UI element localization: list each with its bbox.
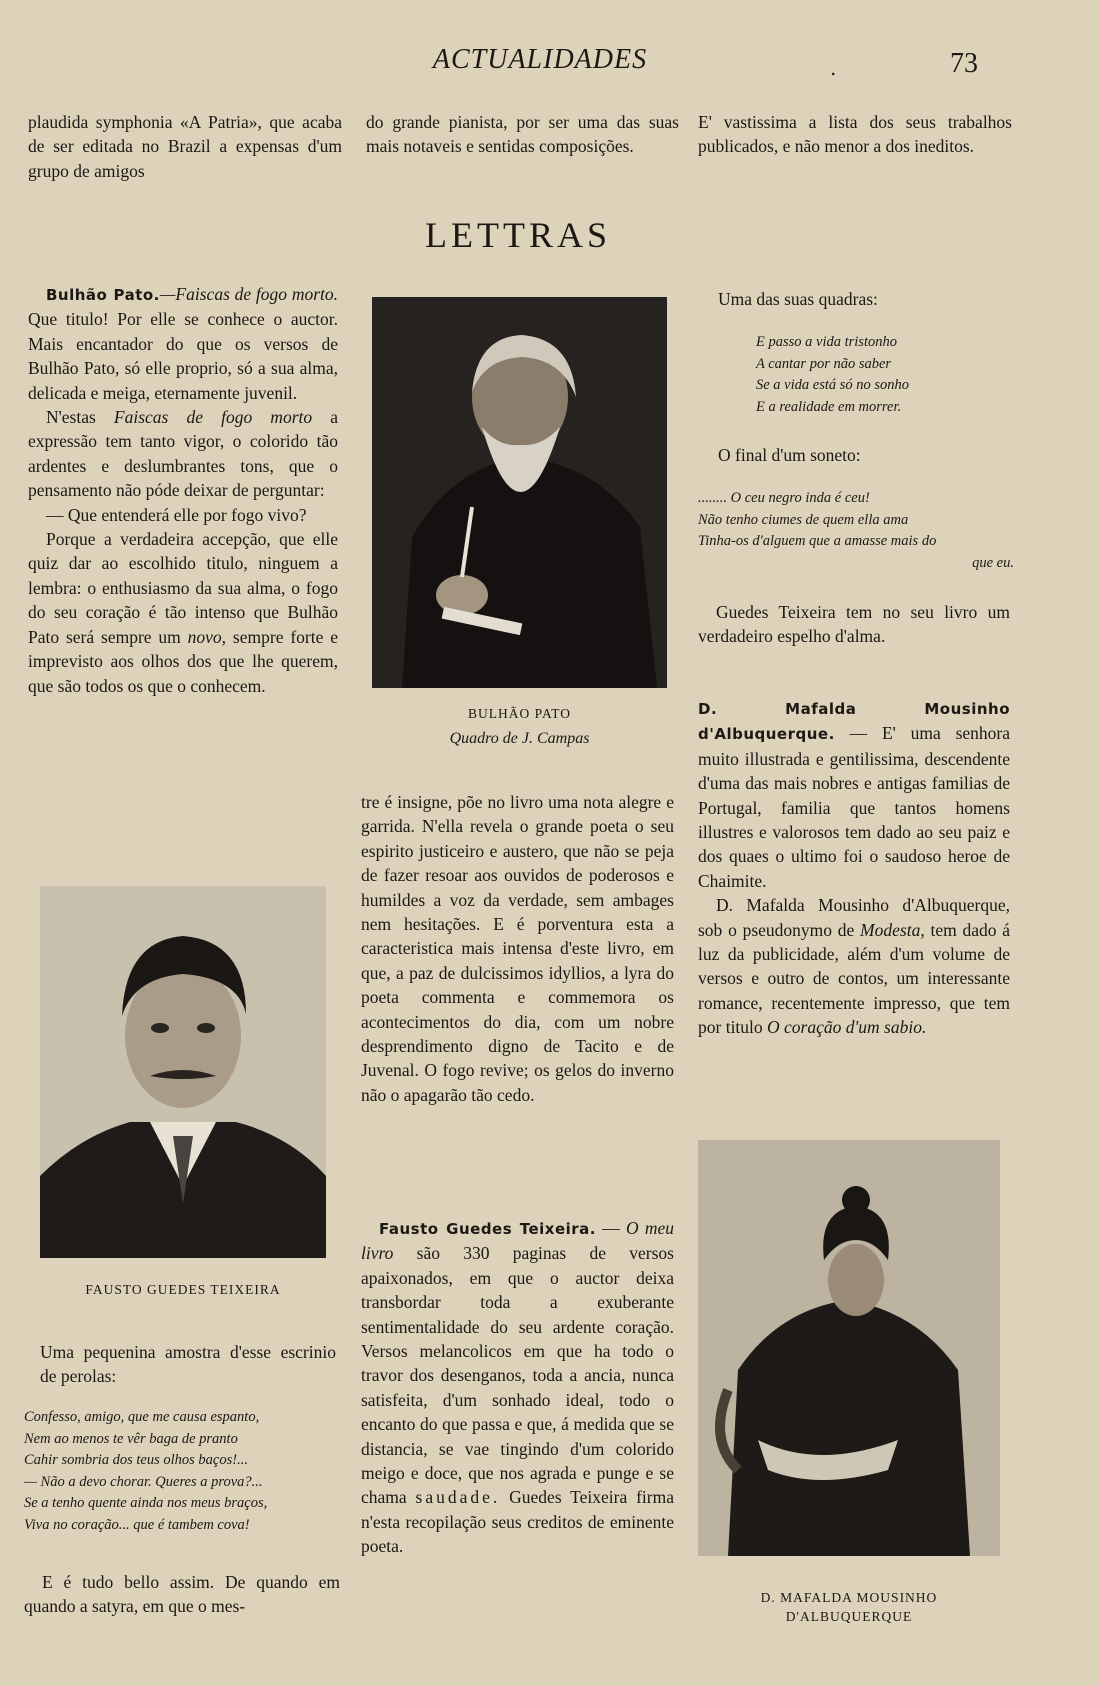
paragraph: — Que entenderá elle por fogo vivo?	[46, 504, 307, 525]
verse-line: Não tenho ciumes de quem ella ama	[698, 511, 909, 528]
paragraph	[28, 405, 338, 503]
header-dot: .	[830, 56, 837, 80]
mafalda-caption-line2: D'ALBUQUERQUE	[785, 1609, 913, 1624]
fausto-guedes-teixeira-photo	[40, 886, 326, 1258]
verse-line: que eu.	[972, 554, 1014, 571]
italic-word: novo,	[187, 626, 227, 647]
book-title: O meu livro	[361, 1218, 674, 1264]
verse-line: Tinha-os d'alguem que a amasse mais do	[698, 533, 937, 549]
quadra-verse	[756, 332, 1016, 418]
mafalda-paragraph	[698, 696, 1010, 893]
bulhao-pato-caption: BULHÃO PATO	[468, 706, 571, 721]
verse-line: — Não a devo chorar. Queres a prova?...	[24, 1473, 263, 1490]
col1-intro-verse: Uma pequenina amostra d'esse escrinio de perolas:	[40, 1342, 336, 1387]
pseudonym: Modesta,	[860, 919, 925, 940]
text-run: sempre forte e imprevisto aos olhos dos que lhe querem, que são todos os que o conhecem.	[28, 626, 338, 696]
fausto-verse	[24, 1407, 342, 1536]
verse-line: Se a tenho quente ainda nos meus braços,	[24, 1495, 268, 1511]
text-run: D. Mafalda Mousinho d'Albuquerque, sob o pseudonymo de	[698, 895, 1010, 940]
verse-line: A cantar por não saber	[756, 355, 892, 372]
verse-line: E passo a vida tristonho	[756, 334, 897, 350]
paragraph	[28, 527, 338, 698]
text-run: a expressão tem tanto vigor, o colorido tão ardentes e deslumbrantes tons, que o pensamento não póde deixar de perguntar:	[28, 407, 338, 501]
bulhao-pato-subcaption: Quadro de J. Campas	[449, 730, 590, 747]
top-text-col3: E' vastissima a lista dos seus trabalhos publicados, e não menor a dos ineditos.	[698, 112, 1012, 157]
bulhao-pato-book-title: —Faiscas de fogo morto.	[159, 284, 338, 304]
page-number: 73	[950, 48, 978, 79]
text-run: Porque a verdadeira accepção, que elle quiz dar ao escolhido titulo, ninguem a lembra: o enthusiasmo da sua alma, o fogo do seu coração é tão intenso que Bulhão Pato será sempre um	[28, 529, 338, 647]
text-run: N'estas	[46, 407, 114, 428]
col1-final-paragraph: E é tudo bello assim. De quando em quando a satyra, em que o mes-	[24, 1572, 340, 1617]
fausto-photo-caption: FAUSTO GUEDES TEIXEIRA	[85, 1282, 281, 1297]
mafalda-heading: D. Mafalda Mousinho d'Albuquerque.	[698, 700, 1010, 744]
paragraph	[698, 893, 1010, 1039]
bulhao-pato-heading: Bulhão Pato.	[46, 286, 160, 304]
verse-line: E a realidade em morrer.	[756, 398, 902, 415]
book-title: O coração d'um sabio.	[767, 1017, 927, 1038]
spaced-word: saudade.	[415, 1487, 501, 1508]
top-text-col2: do grande pianista, por ser uma das suas mais notaveis e sentidas composições.	[366, 112, 679, 157]
text-run: — E' uma senhora muito illustrada e gentilissima, descendente d'uma das mais nobres e antigas familias de Portugal, familia que tantos homens illustres e valorosos tem dado ao seu paiz e dos quaes o ultimo foi o saudoso heroe de Chaimite.	[698, 723, 1010, 891]
mafalda-photo	[698, 1140, 1000, 1556]
soneto-verse	[698, 488, 1014, 574]
col1-article	[28, 282, 338, 698]
book-title: Faiscas de fogo morto	[113, 407, 313, 428]
verse-line: Nem ao menos te vêr baga de pranto	[24, 1430, 238, 1447]
text-run: Guedes Teixeira firma n'esta recopilação seus creditos de eminente poeta.	[361, 1487, 674, 1557]
col3-paragraph-espelho: Guedes Teixeira tem no seu livro um verdadeiro espelho d'alma.	[698, 602, 1010, 647]
verse-line: ........ O ceu negro inda é ceu!	[698, 490, 870, 506]
col2-paragraph-1: tre é insigne, põe no livro uma nota alegre e garrida. N'ella revela o grande poeta o seu espirito justiceiro e austero, que não se peja de fazer resoar aos ouvidos de poderosos e humildes a voz da verdade, sem ambages nem hesitações. E é porventura esta a caracteristica mais intensa d'este livro, em que, a paz de dulcissimos idyllios, a lyra do poeta commenta e commemora os acontecimentos do dia, com um nobre desprendimento digno de Tacito e de Juvenal. O fogo revive; os gelos do inverno não o apagarão tão cedo.	[361, 792, 674, 1105]
text-run: —	[596, 1218, 626, 1238]
text-run: tem dado á luz da publicidade, além d'um volume de versos e outro de contos, um interessante romance, recentemente impresso, que tem por titulo	[698, 919, 1010, 1038]
col3-intro-quadra: Uma das suas quadras:	[718, 289, 878, 309]
mafalda-caption-line1: D. MAFALDA MOUSINHO	[760, 1590, 938, 1605]
fausto-heading: Fausto Guedes Teixeira.	[379, 1220, 596, 1238]
verse-line: Cahir sombria dos teus olhos baços!...	[24, 1452, 248, 1468]
text-run: são 330 paginas de versos apaixonados, em que o auctor deixa transbordar toda a exuberante sentimentalidade do seu ardente coração. Versos melancolicos em que ha todo o travor dos desenganos, toda a ancia, nunca satisfeita, d'um sonhado ideal, todo o encanto do que passa e que, á medida que se distancia, se vae tingindo d'um colorido meigo e doce, que nos agrada e punge e se chama	[361, 1243, 674, 1508]
bulhao-pato-paragraph	[28, 282, 338, 405]
bulhao-pato-portrait	[372, 297, 667, 688]
section-title: LETTRAS	[425, 215, 611, 255]
verse-line: Confesso, amigo, que me causa espanto,	[24, 1409, 260, 1425]
text-run: Que titulo! Por elle se conhece o auctor. Mais encantador do que os versos de Bulhão Pato, só elle proprio, só a sua alma, delicada e meiga, eternamente juvenil.	[28, 309, 338, 403]
verse-line: Viva no coração... que é tambem cova!	[24, 1516, 250, 1533]
col3-intro-soneto: O final d'um soneto:	[718, 445, 861, 465]
top-text-col1: plaudida symphonia «A Patria», que acaba de ser editada no Brazil a expensas d'um grupo de amigos	[28, 112, 342, 181]
verse-line: Se a vida está só no sonho	[756, 377, 910, 393]
fausto-paragraph	[361, 1216, 674, 1559]
col2-article-fausto	[361, 1216, 674, 1559]
col3-article-mafalda	[698, 696, 1010, 1040]
running-head: ACTUALIDADES	[432, 44, 648, 75]
